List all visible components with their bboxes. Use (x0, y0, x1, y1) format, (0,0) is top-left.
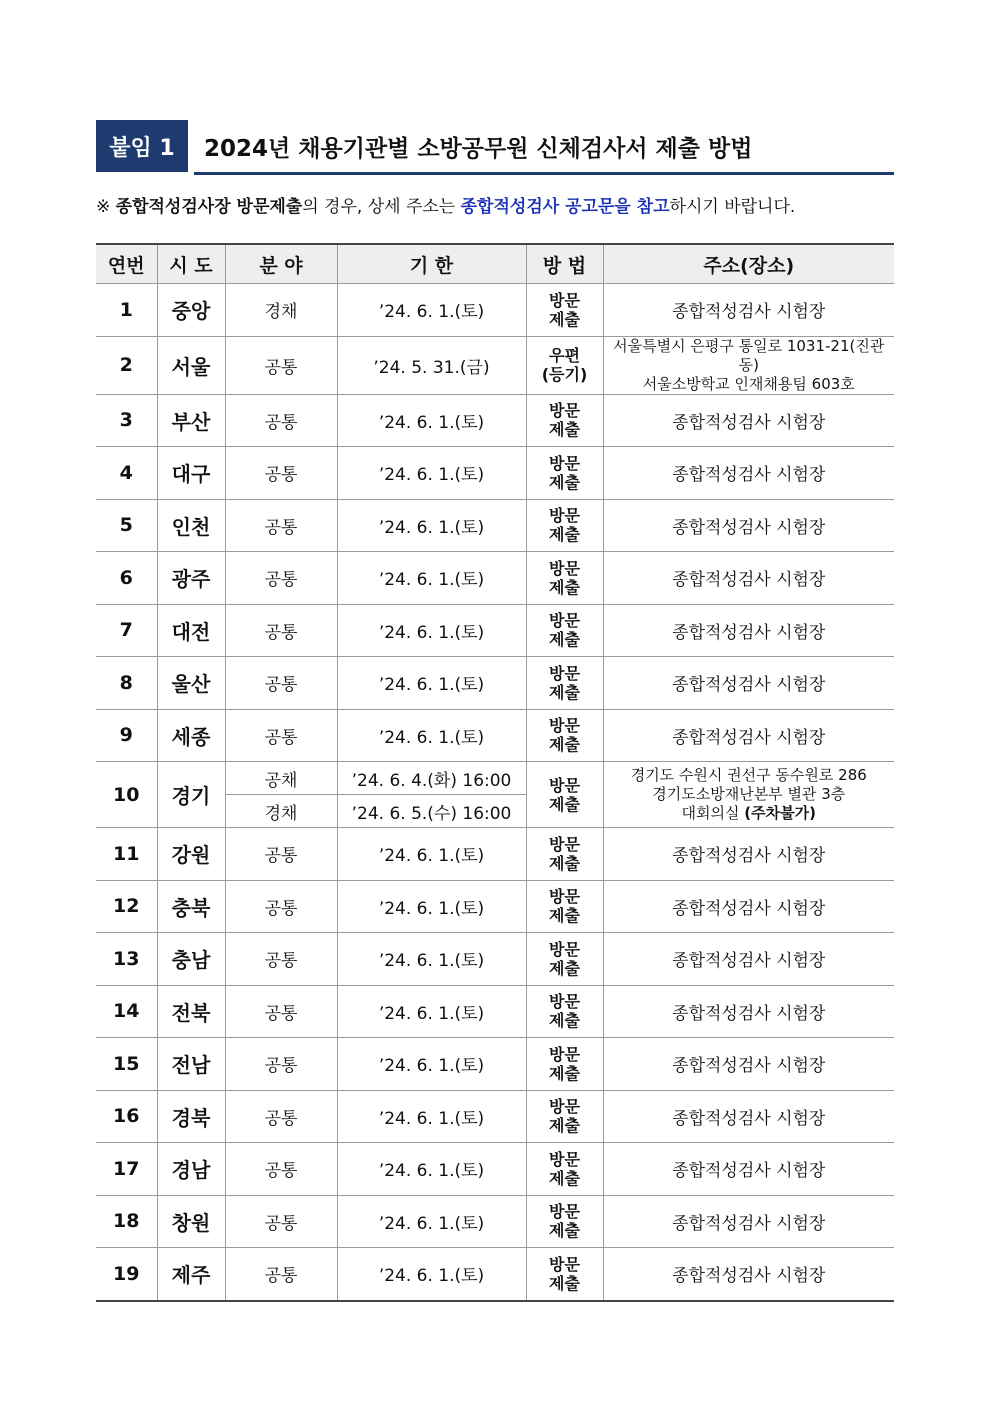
table-row-gyeonggi (96, 762, 894, 795)
row-field: 공통 (225, 1143, 337, 1196)
row-no: 10 (96, 762, 157, 828)
row-deadline: ’24. 6. 1.(토) (337, 284, 526, 337)
row-field: 공통 (225, 394, 337, 447)
row-no: 18 (96, 1195, 157, 1248)
row-no: 6 (96, 552, 157, 605)
table-row (96, 1248, 894, 1301)
row-method (526, 657, 603, 710)
row-deadline: ’24. 6. 1.(토) (337, 604, 526, 657)
row-no: 15 (96, 1038, 157, 1091)
row-address: 종합적성검사 시험장 (603, 1090, 894, 1143)
method-line-2: 제출 (549, 525, 580, 545)
row-field: 공통 (225, 880, 337, 933)
header-no: 연번 (96, 244, 157, 284)
row-deadline: ’24. 6. 1.(토) (337, 499, 526, 552)
row-deadline: ’24. 6. 1.(토) (337, 1143, 526, 1196)
row-method (526, 604, 603, 657)
method-line-1: 방문 (549, 887, 580, 907)
table-row (96, 657, 894, 710)
row-deadline: ’24. 6. 5.(수) 16:00 (337, 795, 526, 828)
row-region: 경북 (157, 1090, 225, 1143)
row-deadline: ’24. 6. 1.(토) (337, 1248, 526, 1301)
row-deadline: ’24. 6. 1.(토) (337, 1090, 526, 1143)
method-line-1: 방문 (549, 290, 580, 310)
row-method (526, 1090, 603, 1143)
parking-warning: (주차불가) (744, 804, 816, 822)
method-line-2: 제출 (549, 1011, 580, 1031)
row-field: 공통 (225, 1090, 337, 1143)
row-region: 창원 (157, 1195, 225, 1248)
table-row (96, 1143, 894, 1196)
table-row (96, 985, 894, 1038)
notice-prefix: ※ (96, 197, 116, 217)
row-region: 인천 (157, 499, 225, 552)
row-field: 공채 (225, 762, 337, 795)
notice-text-1: 의 경우, 상세 주소는 (302, 197, 461, 217)
row-method (526, 1038, 603, 1091)
row-region: 충남 (157, 933, 225, 986)
notice-text (96, 192, 894, 217)
method-line-1: 방문 (549, 1149, 580, 1169)
row-region: 대구 (157, 447, 225, 500)
method-line-2: 제출 (549, 577, 580, 597)
address-line-1: 서울특별시 은평구 통일로 1031-21(진관동) (613, 336, 885, 374)
row-deadline: ’24. 6. 4.(화) 16:00 (337, 762, 526, 795)
row-deadline: ’24. 6. 1.(토) (337, 880, 526, 933)
row-deadline: ’24. 6. 1.(토) (337, 828, 526, 881)
address-line-2: 서울소방학교 인재채용팀 603호 (642, 374, 855, 393)
row-region: 서울 (157, 336, 225, 394)
method-line-2: (등기) (541, 365, 588, 384)
table-header-row (96, 244, 894, 284)
row-region: 부산 (157, 394, 225, 447)
method-line-1: 방문 (549, 1254, 580, 1274)
row-address: 종합적성검사 시험장 (603, 447, 894, 500)
method-line-2: 제출 (549, 1063, 580, 1083)
header-deadline: 기 한 (337, 244, 526, 284)
row-method (526, 828, 603, 881)
method-line-1: 방문 (549, 775, 580, 795)
row-address: 종합적성검사 시험장 (603, 1248, 894, 1301)
method-line-1: 우편 (549, 346, 580, 365)
method-line-1: 방문 (549, 939, 580, 959)
method-line-2: 제출 (549, 1168, 580, 1188)
row-region: 대전 (157, 604, 225, 657)
method-line-1: 방문 (549, 611, 580, 631)
row-region: 경남 (157, 1143, 225, 1196)
table-row (96, 709, 894, 762)
table-row (96, 552, 894, 605)
row-field: 공통 (225, 709, 337, 762)
row-method (526, 1195, 603, 1248)
table-body-top (96, 284, 894, 762)
method-line-1: 방문 (549, 401, 580, 421)
method-line-2: 제출 (549, 958, 580, 978)
row-region: 광주 (157, 552, 225, 605)
address-line-1: 경기도 수원시 권선구 동수원로 286 (630, 766, 867, 784)
row-address: 종합적성검사 시험장 (603, 933, 894, 986)
row-method (526, 1248, 603, 1301)
method-line-2: 제출 (549, 630, 580, 650)
row-address: 종합적성검사 시험장 (603, 1195, 894, 1248)
table-row (96, 1038, 894, 1091)
row-region: 제주 (157, 1248, 225, 1301)
row-method (526, 933, 603, 986)
row-region: 전남 (157, 1038, 225, 1091)
row-region: 중앙 (157, 284, 225, 337)
table-row (96, 336, 894, 394)
row-region: 세종 (157, 709, 225, 762)
method-line-2: 제출 (549, 472, 580, 492)
row-method (526, 394, 603, 447)
row-deadline: ’24. 6. 1.(토) (337, 657, 526, 710)
method-line-1: 방문 (549, 1097, 580, 1117)
method-line-1: 방문 (549, 992, 580, 1012)
row-deadline: ’24. 6. 1.(토) (337, 394, 526, 447)
method-line-2: 제출 (549, 906, 580, 926)
row-field: 공통 (225, 1195, 337, 1248)
row-deadline: ’24. 6. 1.(토) (337, 552, 526, 605)
row-method (526, 447, 603, 500)
table-row (96, 880, 894, 933)
method-line-2: 제출 (549, 853, 580, 873)
table-row (96, 284, 894, 337)
row-field: 공통 (225, 1248, 337, 1301)
row-no: 14 (96, 985, 157, 1038)
method-line-2: 제출 (549, 794, 580, 814)
row-region: 강원 (157, 828, 225, 881)
row-method (526, 552, 603, 605)
method-line-2: 제출 (549, 682, 580, 702)
row-no: 11 (96, 828, 157, 881)
row-address: 종합적성검사 시험장 (603, 657, 894, 710)
row-deadline: ’24. 6. 1.(토) (337, 447, 526, 500)
row-region: 충북 (157, 880, 225, 933)
table-row (96, 499, 894, 552)
row-address: 종합적성검사 시험장 (603, 828, 894, 881)
row-field: 공통 (225, 985, 337, 1038)
row-method (526, 336, 603, 394)
row-address: 종합적성검사 시험장 (603, 552, 894, 605)
row-address: 종합적성검사 시험장 (603, 709, 894, 762)
page-title: 2024년 채용기관별 소방공무원 신체검사서 제출 방법 (204, 135, 753, 162)
row-no: 16 (96, 1090, 157, 1143)
method-line-1: 방문 (549, 663, 580, 683)
row-address: 종합적성검사 시험장 (603, 499, 894, 552)
notice-highlight: 종합적성검사 공고문을 참고 (460, 197, 670, 217)
row-method (526, 499, 603, 552)
method-line-2: 제출 (549, 309, 580, 329)
row-field: 공통 (225, 552, 337, 605)
row-field: 경채 (225, 795, 337, 828)
row-field: 공통 (225, 447, 337, 500)
method-line-1: 방문 (549, 1202, 580, 1222)
row-deadline: ’24. 6. 1.(토) (337, 709, 526, 762)
table-row (96, 933, 894, 986)
method-line-1: 방문 (549, 716, 580, 736)
method-line-1: 방문 (549, 453, 580, 473)
table-row (96, 828, 894, 881)
row-no: 2 (96, 336, 157, 394)
row-no: 3 (96, 394, 157, 447)
row-deadline: ’24. 6. 1.(토) (337, 933, 526, 986)
method-line-1: 방문 (549, 558, 580, 578)
row-no: 5 (96, 499, 157, 552)
row-no: 1 (96, 284, 157, 337)
row-no: 17 (96, 1143, 157, 1196)
row-no: 9 (96, 709, 157, 762)
row-address: 종합적성검사 시험장 (603, 1038, 894, 1091)
table-row (96, 1195, 894, 1248)
address-line-2: 경기도소방재난본부 별관 3층 (652, 785, 846, 803)
method-line-2: 제출 (549, 1273, 580, 1293)
table-row (96, 1090, 894, 1143)
row-deadline: ’24. 6. 1.(토) (337, 985, 526, 1038)
row-field: 공통 (225, 604, 337, 657)
row-address: 종합적성검사 시험장 (603, 284, 894, 337)
row-deadline: ’24. 5. 31.(금) (337, 336, 526, 394)
row-method (526, 880, 603, 933)
row-address: 종합적성검사 시험장 (603, 1143, 894, 1196)
row-region: 경기 (157, 762, 225, 828)
method-line-1: 방문 (549, 506, 580, 526)
submission-table (96, 243, 894, 1302)
row-field: 공통 (225, 933, 337, 986)
header-address: 주소(장소) (603, 244, 894, 284)
table-row (96, 604, 894, 657)
attachment-badge: 붙임 1 (96, 120, 188, 172)
method-line-2: 제출 (549, 420, 580, 440)
method-line-1: 방문 (549, 1044, 580, 1064)
row-address (603, 762, 894, 828)
row-no: 13 (96, 933, 157, 986)
row-no: 12 (96, 880, 157, 933)
row-method (526, 1143, 603, 1196)
row-deadline: ’24. 6. 1.(토) (337, 1195, 526, 1248)
header-region: 시 도 (157, 244, 225, 284)
row-deadline: ’24. 6. 1.(토) (337, 1038, 526, 1091)
row-no: 4 (96, 447, 157, 500)
row-field: 공통 (225, 499, 337, 552)
method-line-2: 제출 (549, 735, 580, 755)
address-line-3 (604, 804, 895, 823)
row-field: 공통 (225, 828, 337, 881)
header-method: 방 법 (526, 244, 603, 284)
notice-text-2: 하시기 바랍니다. (669, 197, 796, 217)
row-no: 19 (96, 1248, 157, 1301)
method-line-1: 방문 (549, 834, 580, 854)
row-method (526, 985, 603, 1038)
notice-bold: 종합적성검사장 방문제출 (115, 197, 303, 217)
table-row (96, 447, 894, 500)
header-field: 분 야 (225, 244, 337, 284)
row-address (603, 336, 894, 394)
row-address: 종합적성검사 시험장 (603, 880, 894, 933)
row-no: 8 (96, 657, 157, 710)
row-region: 울산 (157, 657, 225, 710)
method-line-2: 제출 (549, 1116, 580, 1136)
table-row (96, 394, 894, 447)
row-field: 경채 (225, 284, 337, 337)
row-address: 종합적성검사 시험장 (603, 985, 894, 1038)
section-header (96, 120, 894, 174)
row-method (526, 762, 603, 828)
table-body-bottom (96, 828, 894, 1301)
title-underline (194, 172, 894, 175)
row-no: 7 (96, 604, 157, 657)
row-field: 공통 (225, 657, 337, 710)
row-address: 종합적성검사 시험장 (603, 604, 894, 657)
row-method (526, 284, 603, 337)
row-field: 공통 (225, 336, 337, 394)
table-body-gyeonggi (96, 762, 894, 828)
address-line-3-text: 대회의실 (681, 804, 745, 822)
method-line-2: 제출 (549, 1221, 580, 1241)
row-address: 종합적성검사 시험장 (603, 394, 894, 447)
row-field: 공통 (225, 1038, 337, 1091)
row-region: 전북 (157, 985, 225, 1038)
row-method (526, 709, 603, 762)
